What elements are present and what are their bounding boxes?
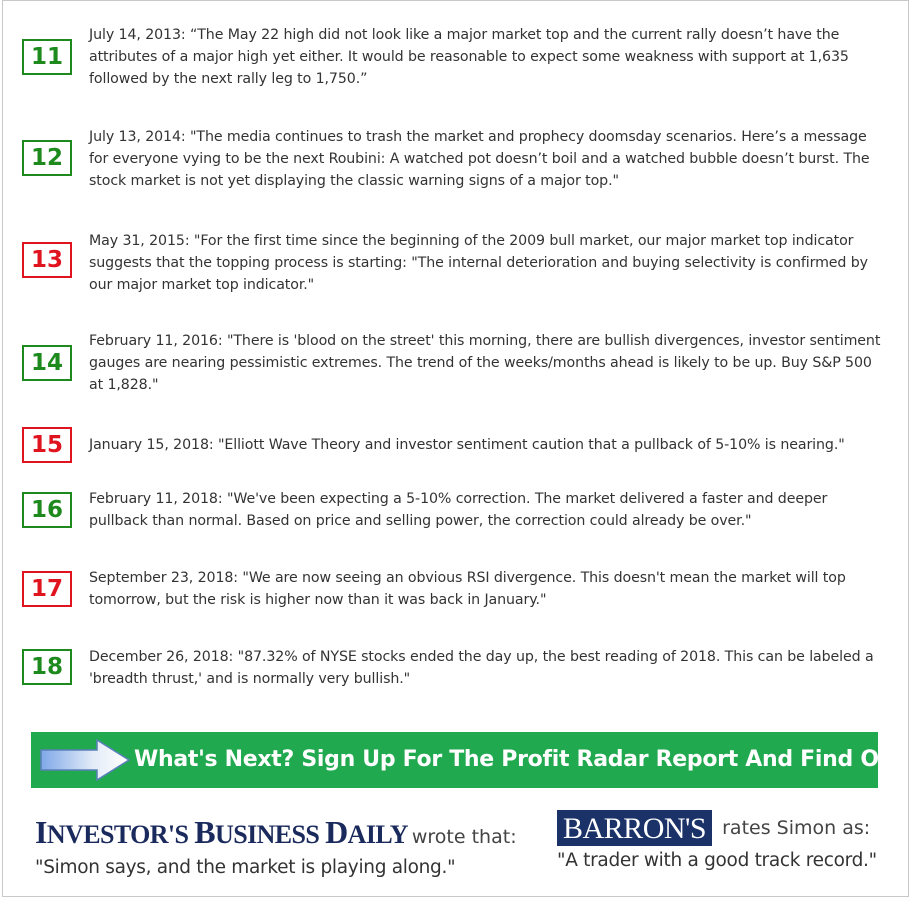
arrow-right-icon: [39, 739, 131, 781]
entry-number-badge: 13: [22, 242, 72, 278]
entry-number-badge: 16: [22, 492, 72, 528]
signup-cta-button[interactable]: [31, 732, 905, 788]
entry-text: July 14, 2013: “The May 22 high did not look like a major market top and the current rally doesn’t have the attributes of a major high yet either. It would be reasonable to expect some weakness with support at 1,635 followed by the next rally leg to 1,750.”: [89, 27, 849, 87]
entry-number-badge: 11: [22, 39, 72, 75]
entry-text: January 15, 2018: "Elliott Wave Theory and investor sentiment caution that a pullback of 5-10% is nearing.": [89, 437, 845, 453]
entry-number-badge: 12: [22, 140, 72, 176]
entry-text: February 11, 2016: "There is 'blood on the street' this morning, there are bullish divergences, investor sentiment gauges are nearing pessimistic extremes. The trend of the weeks/months ahead is likely to be up. Buy S&P 500 at 1,828.": [89, 333, 881, 393]
barrons-quote: "A trader with a good track record.": [557, 850, 877, 871]
entry-text: July 13, 2014: "The media continues to trash the market and prophecy doomsday scenarios. Here’s a message for everyone vying to be the next Roubini: A watched pot doesn’t boil and a watched bubble doesn’t burst. The stock market is not yet displaying the classic warning signs of a major top.": [89, 129, 870, 189]
entry-number-badge: 14: [22, 345, 72, 381]
entry-text: February 11, 2018: "We've been expecting a 5-10% correction. The market delivered a faster and deeper pullback than normal. Based on price and selling power, the correction could already be over.": [89, 491, 828, 529]
entry-text: September 23, 2018: "We are now seeing an obvious RSI divergence. This doesn't mean the market will top tomorrow, but the risk is higher now than it was back in January.": [89, 570, 846, 608]
entry-number-badge: 17: [22, 571, 72, 607]
barrons-testimonial: [557, 810, 877, 871]
ibd-quote: "Simon says, and the market is playing along.": [35, 857, 456, 878]
cta-label: What's Next? Sign Up For The Profit Radar Report And Find Out: [134, 747, 905, 772]
barrons-logo: BARRON'S: [557, 810, 712, 846]
ibd-wrote-label: wrote that:: [411, 826, 517, 848]
entry-number-badge: 15: [22, 427, 72, 463]
barrons-logo-row: [557, 810, 877, 846]
entry-number-badge: 18: [22, 649, 72, 685]
ibd-logo: INVESTOR'S BUSINESS DAILY: [35, 814, 408, 850]
entry-text: December 26, 2018: "87.32% of NYSE stocks ended the day up, the best reading of 2018. This can be labeled a 'breadth thrust,' and is normally very bullish.": [89, 649, 874, 687]
ibd-logo-row: [35, 814, 517, 851]
ibd-testimonial: [35, 814, 517, 878]
entry-text: May 31, 2015: "For the first time since the beginning of the 2009 bull market, our major market top indicator suggests that the topping process is starting: "The internal deterioration and buying selectivity is confirmed by our major market top indicator.": [89, 233, 868, 293]
barrons-rates-label: rates Simon as:: [722, 817, 871, 839]
